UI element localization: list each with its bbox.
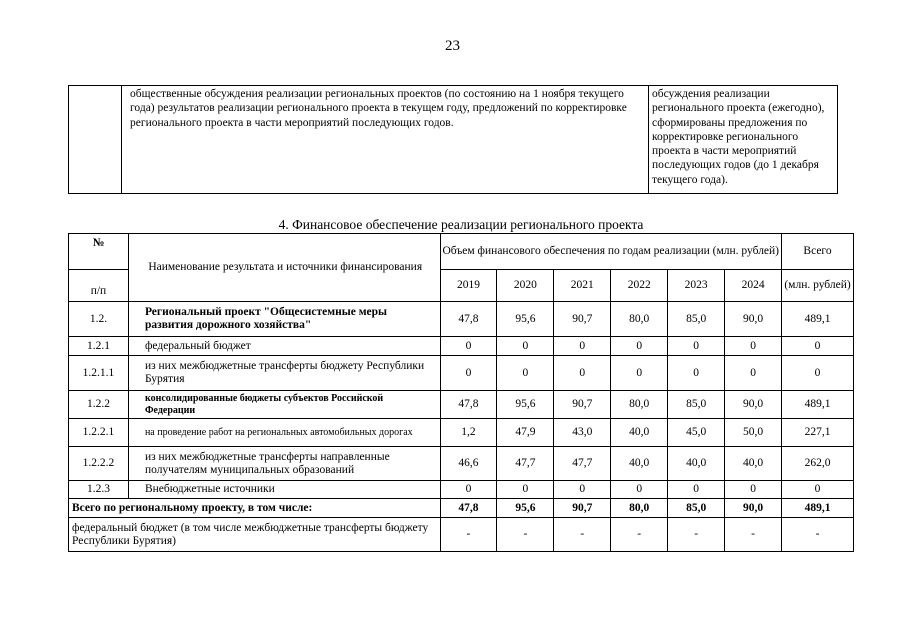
row-num: 1.2.2.1 — [69, 419, 129, 447]
row-name: федеральный бюджет (в том числе межбюджетные трансферты бюджету Республики Бурятия) — [69, 518, 441, 552]
row-name: Всего по региональному проекту, в том числе: — [69, 499, 441, 518]
row-value: 95,6 — [497, 302, 554, 337]
row-value: 85,0 — [668, 302, 725, 337]
row-value: 47,8 — [440, 499, 497, 518]
row-value: 0 — [668, 481, 725, 499]
row-value: 0 — [554, 337, 611, 356]
row-name: Внебюджетные источники — [128, 481, 440, 499]
header-row — [69, 234, 854, 270]
row-value: 47,7 — [554, 447, 611, 481]
row-value: 1,2 — [440, 419, 497, 447]
row-name: на проведение работ на региональных автомобильных дорогах — [128, 419, 440, 447]
row-name: Региональный проект "Общесистемные меры развития дорожного хозяйства" — [128, 302, 440, 337]
row-value: - — [725, 518, 782, 552]
row-value: 90,0 — [725, 499, 782, 518]
row-total: 227,1 — [782, 419, 854, 447]
row-value: - — [554, 518, 611, 552]
table-row — [69, 481, 854, 499]
row-value: 45,0 — [668, 419, 725, 447]
row-num: 1.2. — [69, 302, 129, 337]
page-number: 23 — [445, 38, 460, 54]
row-value: 40,0 — [725, 447, 782, 481]
row-value: 0 — [668, 337, 725, 356]
volume-header: Объем финансового обеспечения по годам реализации (млн. рублей) — [440, 234, 782, 270]
row-value: 0 — [611, 337, 668, 356]
row-value: 0 — [668, 356, 725, 391]
num-subheader: п/п — [69, 270, 129, 302]
table-row — [69, 337, 854, 356]
row-value: - — [668, 518, 725, 552]
row-total: 489,1 — [782, 499, 854, 518]
row-value: 46,6 — [440, 447, 497, 481]
row-value: 85,0 — [668, 499, 725, 518]
row-name: консолидированные бюджеты субъектов Российской Федерации — [128, 391, 440, 419]
empty-cell — [69, 86, 122, 194]
row-value: 0 — [554, 356, 611, 391]
row-value: 90,7 — [554, 499, 611, 518]
table-row — [69, 86, 838, 194]
year-header: 2024 — [725, 270, 782, 302]
row-value: 95,6 — [497, 499, 554, 518]
row-value: 40,0 — [668, 447, 725, 481]
row-value: 95,6 — [497, 391, 554, 419]
row-total: 0 — [782, 356, 854, 391]
row-total: 489,1 — [782, 391, 854, 419]
row-value: 0 — [725, 481, 782, 499]
row-name: из них межбюджетные трансферты направленные получателям муниципальных образований — [128, 447, 440, 481]
year-header: 2020 — [497, 270, 554, 302]
table-row-total — [69, 499, 854, 518]
table-row — [69, 391, 854, 419]
row-name: из них межбюджетные трансферты бюджету Республики Бурятия — [128, 356, 440, 391]
continuation-table — [68, 85, 838, 194]
row-value: 90,0 — [725, 302, 782, 337]
table-row — [69, 302, 854, 337]
row-value: 90,7 — [554, 391, 611, 419]
row-num: 1.2.2 — [69, 391, 129, 419]
row-value: 80,0 — [611, 499, 668, 518]
table-row — [69, 447, 854, 481]
table-row — [69, 419, 854, 447]
row-value: 0 — [497, 356, 554, 391]
row-value: 50,0 — [725, 419, 782, 447]
row-total: 489,1 — [782, 302, 854, 337]
total-header: Всего — [782, 234, 854, 270]
row-value: 80,0 — [611, 302, 668, 337]
row-num: 1.2.1 — [69, 337, 129, 356]
row-value: - — [611, 518, 668, 552]
row-value: - — [440, 518, 497, 552]
row-num: 1.2.3 — [69, 481, 129, 499]
year-header: 2021 — [554, 270, 611, 302]
row-value: 90,7 — [554, 302, 611, 337]
table-row — [69, 356, 854, 391]
continuation-result-text: обсуждения реализации регионального проекта (ежегодно), сформированы предложения по корректировке регионального проекта в части мероприятий последующих годов (до 1 декабря текущего года). — [649, 86, 838, 194]
row-value: 47,9 — [497, 419, 554, 447]
year-header: 2019 — [440, 270, 497, 302]
row-value: 0 — [440, 481, 497, 499]
row-value: 47,8 — [440, 391, 497, 419]
row-value: 0 — [554, 481, 611, 499]
row-value: 85,0 — [668, 391, 725, 419]
row-total: 0 — [782, 481, 854, 499]
continuation-text: общественные обсуждения реализации региональных проектов (по состоянию на 1 ноября текущего года) результатов реализации регионального проекта в текущем году, предложений по корректировке регионального проекта в части мероприятий последующих годов. — [122, 86, 649, 194]
row-name: федеральный бюджет — [128, 337, 440, 356]
row-num: 1.2.2.2 — [69, 447, 129, 481]
row-value: 0 — [725, 356, 782, 391]
row-value: 0 — [611, 481, 668, 499]
row-value: 0 — [440, 356, 497, 391]
section-title: 4. Финансовое обеспечение реализации регионального проекта — [278, 217, 644, 232]
row-num: 1.2.1.1 — [69, 356, 129, 391]
row-value: 0 — [440, 337, 497, 356]
row-value: 0 — [497, 481, 554, 499]
num-header: № — [69, 234, 129, 270]
row-value: 40,0 — [611, 419, 668, 447]
total-subheader: (млн. рублей) — [782, 270, 854, 302]
row-value: 0 — [611, 356, 668, 391]
row-value: - — [497, 518, 554, 552]
row-total: 0 — [782, 337, 854, 356]
year-header: 2023 — [668, 270, 725, 302]
name-header: Наименование результата и источники финансирования — [128, 234, 440, 302]
row-value: 43,0 — [554, 419, 611, 447]
row-value: 47,7 — [497, 447, 554, 481]
row-value: 90,0 — [725, 391, 782, 419]
year-header: 2022 — [611, 270, 668, 302]
row-value: 0 — [725, 337, 782, 356]
row-total: - — [782, 518, 854, 552]
row-value: 47,8 — [440, 302, 497, 337]
row-value: 80,0 — [611, 391, 668, 419]
row-value: 40,0 — [611, 447, 668, 481]
finance-table — [68, 233, 854, 552]
row-value: 0 — [497, 337, 554, 356]
table-row — [69, 518, 854, 552]
row-total: 262,0 — [782, 447, 854, 481]
